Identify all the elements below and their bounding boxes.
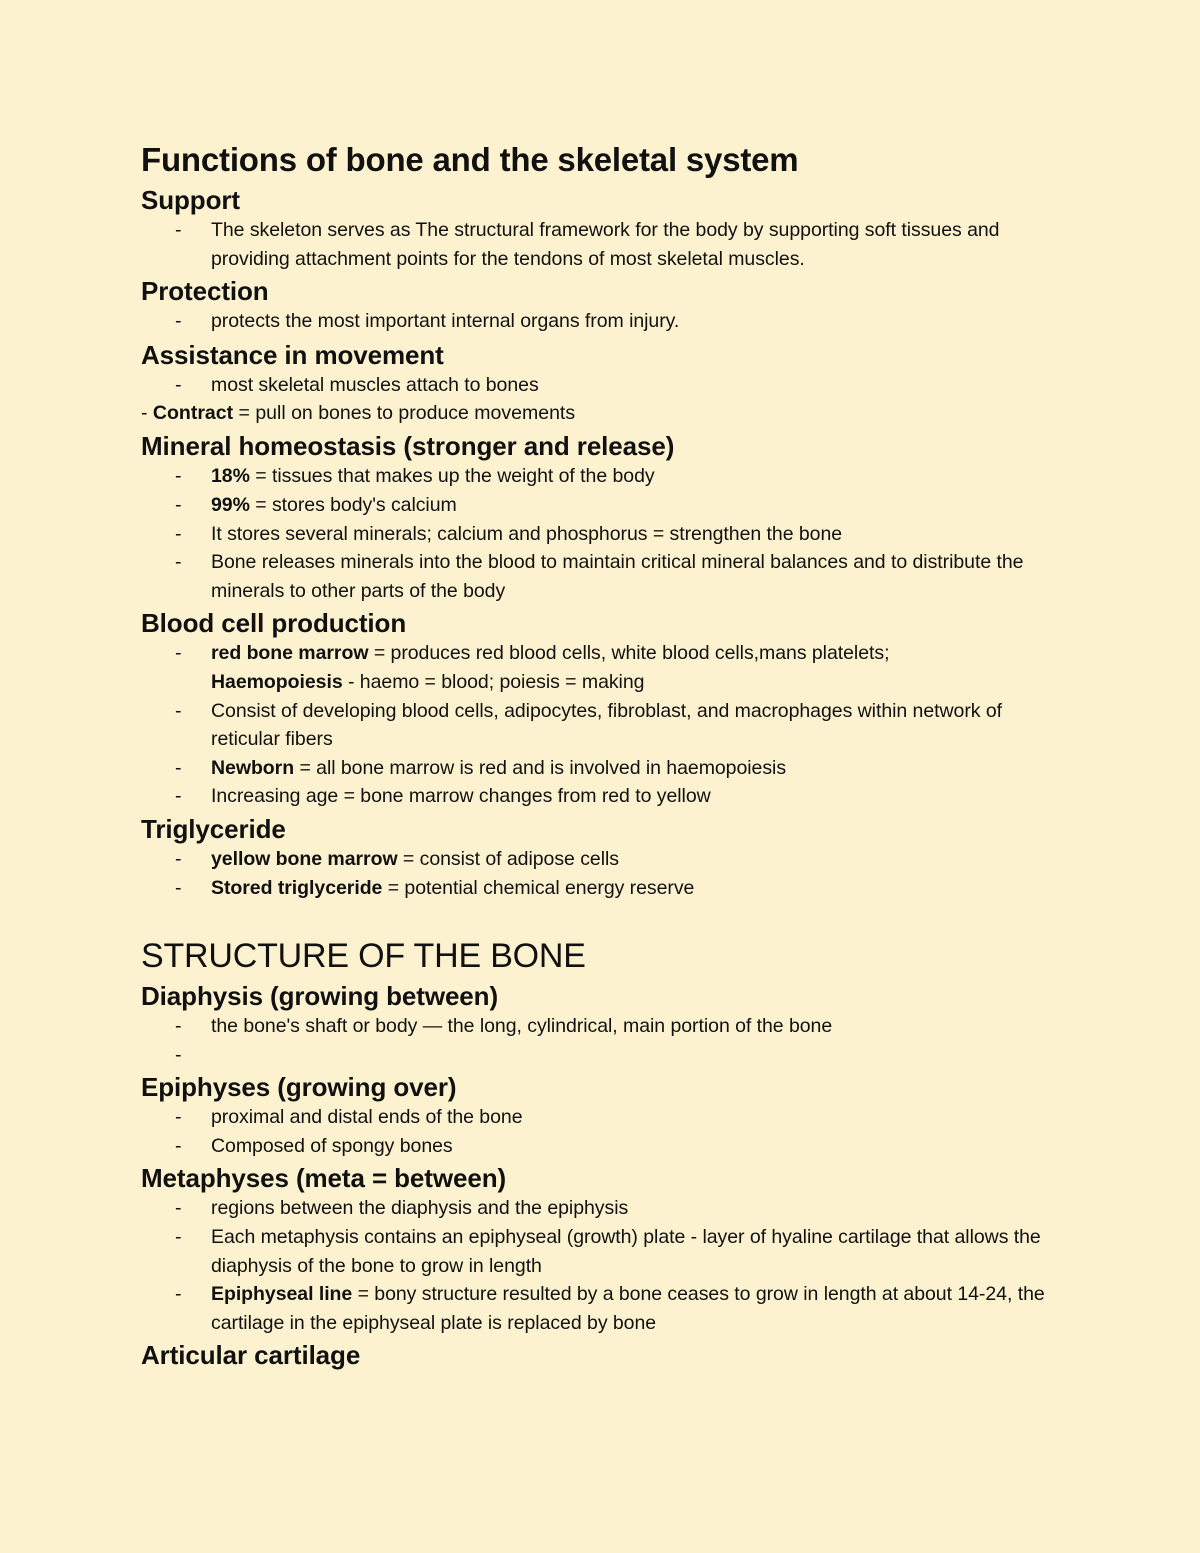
contract-line: - Contract = pull on bones to produce movements [141,402,576,425]
heading-metaphyses: Metaphyses (meta = between) [141,1163,507,1194]
bullet-dash: - [175,465,182,488]
bullet-dash: - [175,1283,182,1306]
movement-list [141,371,1061,400]
list-item: - The skeleton serves as The structural framework for the body by supporting soft tissues and providing attachment points for the tendons of most skeletal muscles. [141,216,1061,273]
list-item: - Stored triglyceride = potential chemical energy reserve [141,874,1061,903]
support-list [141,216,1061,273]
list-item: - Newborn = all bone marrow is red and is involved in haemopoiesis [141,754,1061,783]
heading-triglyceride: Triglyceride [141,813,286,844]
heading-protection: Protection [141,276,269,307]
bullet-dash: - [175,1043,182,1066]
heading-support: Support [141,185,240,215]
bullet-dash: - [175,219,182,241]
list-item: - yellow bone marrow = consist of adipose cells [141,845,1061,874]
list-item: - 18% = tissues that makes up the weight of the body [141,462,1061,491]
metaphyses-list [141,1194,1061,1337]
epiphyses-list [141,1103,1061,1160]
blood-list [141,639,1061,811]
bullet-dash: - [175,310,182,333]
list-item: - red bone marrow = produces red blood cells, white blood cells,mans platelets; Haemopoiesis - haemo = blood; poiesis = making [141,639,1061,696]
list-item: - It stores several minerals; calcium and phosphorus = strengthen the bone [141,520,1061,549]
list-item: - Bone releases minerals into the blood to maintain critical mineral balances and to distribute the minerals to other parts of the body [141,548,1061,605]
list-item: - most skeletal muscles attach to bones [141,371,1061,400]
bullet-dash: - [175,522,182,545]
list-item: - Consist of developing blood cells, adipocytes, fibroblast, and macrophages within network of reticular fibers [141,697,1061,754]
bullet-dash: - [175,847,182,870]
bullet-dash: - [175,785,182,808]
list-item [141,1041,1061,1070]
heading-diaphysis: Diaphysis (growing between) [141,981,499,1012]
diaphysis-list [141,1012,1061,1069]
bullet-dash: - [175,699,182,722]
bullet-dash: - [175,642,182,665]
heading-blood: Blood cell production [141,608,407,639]
heading-articular: Articular cartilage [141,1340,361,1371]
bullet-dash: - [175,1015,182,1038]
bullet-dash: - [175,493,182,516]
mineral-list [141,462,1061,605]
bullet-dash: - [175,551,182,574]
bullet-dash: - [175,1226,182,1249]
bullet-dash: - [175,1197,182,1220]
list-item: - Each metaphysis contains an epiphyseal (growth) plate - layer of hyaline cartilage that allows the diaphysis of the bone to grow in length [141,1223,1061,1280]
triglyceride-list [141,845,1061,902]
heading-movement: Assistance in movement [141,339,444,370]
list-item: - Composed of spongy bones [141,1132,1061,1161]
heading-mineral: Mineral homeostasis (stronger and release) [141,431,675,462]
list-item: - Increasing age = bone marrow changes from red to yellow [141,782,1061,811]
list-item: - protects the most important internal organs from injury. [141,307,1061,336]
heading-epiphyses: Epiphyses (growing over) [141,1072,457,1103]
list-item: - 99% = stores body's calcium [141,491,1061,520]
list-item: - Epiphyseal line = bony structure resulted by a bone ceases to grow in length at about 14-24, the cartilage in the epiphyseal plate is replaced by bone [141,1280,1061,1337]
list-item: - proximal and distal ends of the bone [141,1103,1061,1132]
bullet-dash: - [175,1134,182,1157]
bullet-dash: - [175,373,182,396]
bullet-dash: - [175,1106,182,1129]
bullet-dash: - [175,756,182,779]
section-title-structure: STRUCTURE OF THE BONE [141,937,586,976]
protection-list [141,307,1061,336]
list-item: - regions between the diaphysis and the epiphysis [141,1194,1061,1223]
bullet-dash: - [175,876,182,899]
list-item: - the bone's shaft or body — the long, cylindrical, main portion of the bone [141,1012,1061,1041]
document-page [141,140,1061,1371]
document-title: Functions of bone and the skeletal system [141,141,799,178]
